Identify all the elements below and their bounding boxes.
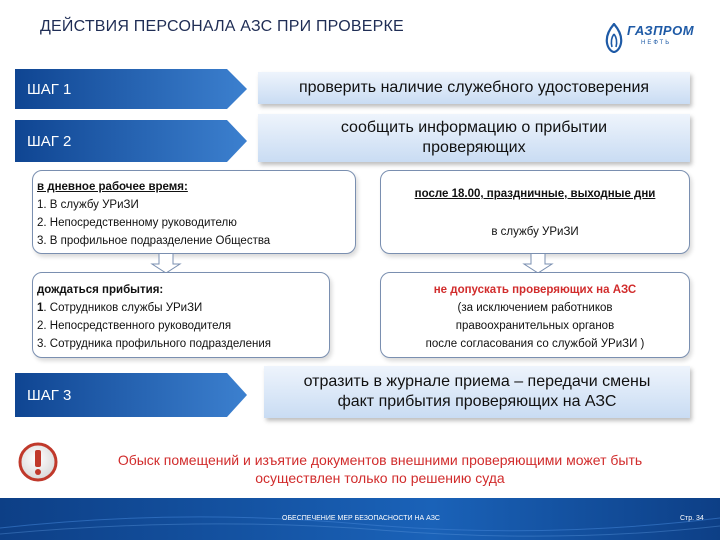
step-1-action-text: проверить наличие служебного удостоверения (298, 79, 650, 96)
footer-text: ОБЕСПЕЧЕНИЕ МЕР БЕЗОПАСНОСТИ НА АЗС (282, 515, 440, 522)
after-hours-text: в службу УРиЗИ (491, 226, 579, 238)
step-1-label: ШАГ 1 (27, 80, 72, 98)
daytime-heading: в дневное рабочее время: (37, 181, 188, 193)
await-item-3: 3. Сотрудника профильного подразделения (37, 338, 271, 350)
step-2-action-line1: сообщить информацию о прибытии (340, 119, 608, 136)
company-logo (603, 21, 703, 55)
step-2-action (258, 114, 690, 162)
deny-access-box (380, 272, 690, 358)
daytime-contacts-box (32, 170, 356, 254)
deny-line-1: (за исключением работников (457, 302, 613, 314)
step-2-arrow (15, 120, 247, 162)
logo-subtext: НЕФТЬ (641, 40, 672, 46)
step-3-action-line1: отразить в журнале приема – передачи смены (303, 373, 651, 390)
warning-line-1: Обыск помещений и изъятие документов внешними проверяющими может быть (117, 452, 643, 468)
await-heading: дождаться прибытия: (37, 284, 164, 296)
flame-icon (603, 23, 625, 53)
deny-heading: не допускать проверяющих на АЗС (433, 284, 637, 296)
page-number: Стр. 34 (680, 515, 704, 522)
after-hours-box (380, 170, 690, 254)
down-arrow-left (148, 254, 184, 274)
logo-text: ГАЗПРОМ (627, 23, 695, 38)
step-1-arrow (15, 69, 247, 109)
daytime-item-2: 2. Непосредственному руководителю (37, 217, 237, 229)
deny-line-3: после согласования со службой УРиЗИ ) (425, 338, 645, 350)
daytime-item-1: 1. В службу УРиЗИ (37, 199, 139, 211)
step-3-action-line2: факт прибытия проверяющих на АЗС (337, 393, 617, 410)
page-title: ДЕЙСТВИЯ ПЕРСОНАЛА АЗС ПРИ ПРОВЕРКЕ (40, 18, 404, 35)
down-arrow-right (520, 254, 556, 274)
after-hours-heading: после 18.00, праздничные, выходные дни (414, 188, 656, 200)
warning-message (70, 451, 690, 487)
footer-bar (0, 498, 720, 540)
warning-icon (18, 442, 58, 482)
step-3-arrow (15, 373, 247, 417)
step-2-action-line2: проверяющих (422, 139, 526, 156)
await-item-1-number: 1 (37, 302, 44, 314)
step-2-label: ШАГ 2 (27, 132, 72, 150)
step-1-action (258, 72, 690, 104)
step-3-action (264, 366, 690, 418)
await-item-2: 2. Непосредственного руководителя (37, 320, 232, 332)
deny-line-2: правоохранительных органов (455, 320, 615, 332)
warning-line-2: осуществлен только по решению суда (255, 470, 505, 486)
step-3-label: ШАГ 3 (27, 386, 72, 404)
await-item-1-text: . Сотрудников службы УРиЗИ (43, 302, 203, 314)
await-arrival-box (32, 272, 330, 358)
daytime-item-3: 3. В профильное подразделение Общества (37, 235, 271, 247)
